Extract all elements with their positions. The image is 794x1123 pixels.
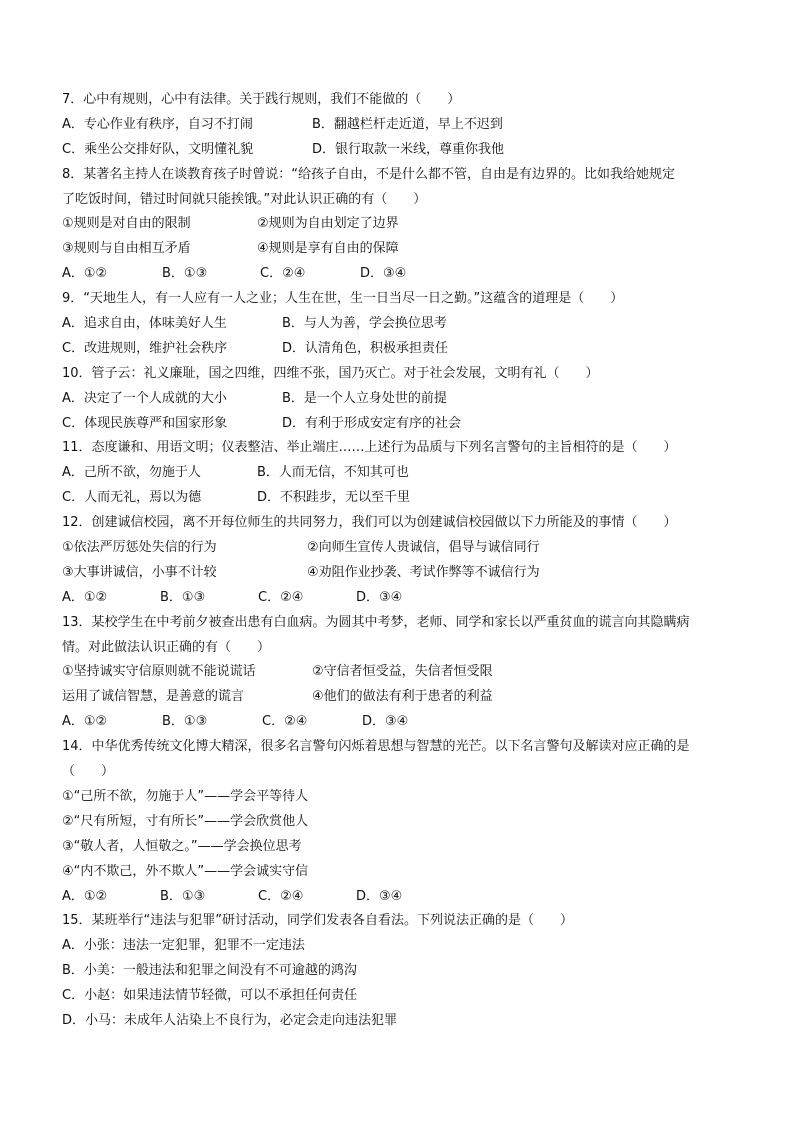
q11-option-a[interactable]: A．己所不欲，勿施于人: [62, 465, 201, 481]
q9-option-d[interactable]: D．认清角色，积极承担责任: [282, 340, 449, 356]
q12-stem: 12．创建诚信校园，离不开每位师生的共同努力，我们可以为创建诚信校园做以下力所能及的事情（ ）: [62, 515, 677, 531]
q14-stem-line-2: （ ）: [62, 764, 115, 780]
q8-option-c[interactable]: C．②④: [260, 266, 306, 282]
q13-statement-2: ②守信者恒受益，失信者恒受限: [312, 664, 493, 680]
q10-options-row-1: [62, 387, 742, 412]
q12-statement-3: ③大事讲诚信，小事不计较: [62, 564, 217, 580]
q15-option-d[interactable]: D．小马：未成年人沾染上不良行为，必定会走向违法犯罪: [62, 1012, 398, 1028]
q8-statements-row-1: [62, 212, 742, 237]
q14-statement-4: ④“内不欺己，外不欺人”——学会诚实守信: [62, 863, 309, 879]
q8-options: [62, 262, 742, 287]
q9-options-row-2: [62, 337, 742, 362]
q12-statement-1: ①依法严厉惩处失信的行为: [62, 540, 217, 556]
q8-statement-1: ①规则是对自由的限制: [62, 216, 191, 232]
q14-option-a[interactable]: A．①②: [62, 888, 108, 904]
q10-stem: 10．管子云：礼义廉耻，国之四维，四维不张，国乃灭亡。对于社会发展，文明有礼（ ）: [62, 365, 599, 381]
q12-statements-row-2: [62, 561, 742, 586]
q8-stem-line-2: 了吃饭时间，错过时间就只能挨饿。”对此认识正确的有（ ）: [62, 191, 427, 207]
q15-option-a[interactable]: A．小张：违法一定犯罪，犯罪不一定违法: [62, 938, 305, 954]
q15-option-b[interactable]: B．小美：一般违法和犯罪之间没有不可逾越的鸿沟: [62, 963, 357, 979]
q8-statement-2: ②规则为自由划定了边界: [257, 216, 399, 232]
q8-stem-line-1: 8．某著名主持人在谈教育孩子时曾说：“给孩子自由，不是什么都不管，自由是有边界的。比如我给她规定: [62, 166, 676, 182]
q13-stem-line-2: 情。对此做法认识正确的有（ ）: [62, 639, 271, 655]
q14-option-d[interactable]: D．③④: [356, 888, 403, 904]
q13-statement-4: ④他们的做法有利于患者的利益: [312, 689, 493, 705]
q11-option-b[interactable]: B．人而无信，不知其可也: [257, 465, 409, 481]
q8-statements-row-2: [62, 237, 742, 262]
q12-statement-2: ②向师生宣传人贵诚信，倡导与诚信同行: [307, 540, 540, 556]
q9-option-b[interactable]: B．与人为善，学会换位思考: [282, 316, 447, 332]
q11-option-c[interactable]: C．人而无礼，焉以为德: [62, 490, 202, 506]
q15-option-c[interactable]: C．小赵：如果违法情节轻微，可以不承担任何责任: [62, 988, 358, 1004]
q14-option-c[interactable]: C．②④: [258, 888, 304, 904]
q9-option-c[interactable]: C．改进规则，维护社会秩序: [62, 340, 228, 356]
q14-statement-1: ①“己所不欲，勿施于人”——学会平等待人: [62, 788, 309, 804]
q14-statement-3: ③“敬人者，人恒敬之。”——学会换位思考: [62, 838, 302, 854]
q14-options: [62, 885, 742, 910]
q12-option-b[interactable]: B．①③: [160, 589, 206, 605]
q13-statements-row-1: [62, 660, 742, 685]
q13-options: [62, 710, 742, 735]
q10-options-row-2: [62, 412, 742, 437]
q7-option-a[interactable]: A．专心作业有秩序，自习不打闹: [62, 116, 253, 132]
q11-options-row-2: [62, 486, 742, 511]
q13-stem-line-1: 13．某校学生在中考前夕被查出患有白血病。为圆其中考梦，老师、同学和家长以严重贫血的谎言向其隐瞒病: [62, 614, 690, 630]
q7-option-d[interactable]: D．银行取款一米线，尊重你我他: [312, 141, 505, 157]
q10-option-d[interactable]: D．有利于形成安定有序的社会: [282, 415, 462, 431]
q13-statement-3: 运用了诚信智慧，是善意的谎言: [62, 689, 245, 705]
q13-statement-1: ①坚持诚实守信原则就不能说谎话: [62, 664, 256, 680]
q9-options-row-1: [62, 312, 742, 337]
q12-option-a[interactable]: A．①②: [62, 589, 108, 605]
question-sheet: [62, 88, 742, 1034]
q8-option-a[interactable]: A．①②: [62, 266, 108, 282]
q14-stem-line-1: 14．中华优秀传统文化博大精深，很多名言警句闪烁着思想与智慧的光芒。以下名言警句及解读对应正确的是: [62, 739, 690, 755]
q7-options-row-2: [62, 138, 742, 163]
q13-option-c[interactable]: C．②④: [262, 714, 308, 730]
q12-option-c[interactable]: C．②④: [258, 589, 304, 605]
q10-option-a[interactable]: A．决定了一个人成就的大小: [62, 390, 227, 406]
q14-statement-2: ②“尺有所短，寸有所长”——学会欣赏他人: [62, 813, 309, 829]
q10-option-c[interactable]: C．体现民族尊严和国家形象: [62, 415, 228, 431]
q7-options-row-1: [62, 113, 742, 138]
q15-stem: 15．某班举行“违法与犯罪”研讨活动，同学们发表各自看法。下列说法正确的是（ ）: [62, 913, 574, 929]
q8-statement-4: ④规则是享有自由的保障: [257, 241, 399, 257]
q12-statements-row-1: [62, 536, 742, 561]
q9-option-a[interactable]: A．追求自由，体味美好人生: [62, 316, 227, 332]
q7-stem: 7．心中有规则，心中有法律。关于践行规则，我们不能做的（ ）: [62, 92, 461, 107]
q10-option-b[interactable]: B．是一个人立身处世的前提: [282, 390, 447, 406]
q13-option-a[interactable]: A．①②: [62, 714, 108, 730]
q8-option-d[interactable]: D．③④: [360, 266, 407, 282]
q13-option-d[interactable]: D．③④: [362, 714, 409, 730]
q13-statements-row-2: [62, 685, 742, 710]
q8-statement-3: ③规则与自由相互矛盾: [62, 241, 191, 257]
q11-options-row-1: [62, 461, 742, 486]
q12-option-d[interactable]: D．③④: [356, 589, 403, 605]
q11-option-d[interactable]: D．不积跬步，无以至千里: [257, 490, 411, 506]
q13-option-b[interactable]: B．①③: [162, 714, 208, 730]
q7-option-c[interactable]: C．乘坐公交排好队，文明懂礼貌: [62, 141, 254, 157]
q7-option-b[interactable]: B．翻越栏杆走近道，早上不迟到: [312, 116, 503, 132]
q12-statement-4: ④劝阻作业抄袭、考试作弊等不诚信行为: [307, 564, 540, 580]
q8-option-b[interactable]: B．①③: [162, 266, 208, 282]
q12-options: [62, 586, 742, 611]
q9-stem: 9．“天地生人，有一人应有一人之业；人生在世，生一日当尽一日之勤。”这蕴含的道理是（ ）: [62, 291, 624, 307]
q11-stem: 11．态度谦和、用语文明；仪表整洁、举止端庄……上述行为品质与下列名言警句的主旨相符的是（ ）: [62, 440, 677, 456]
q14-option-b[interactable]: B．①③: [160, 888, 206, 904]
